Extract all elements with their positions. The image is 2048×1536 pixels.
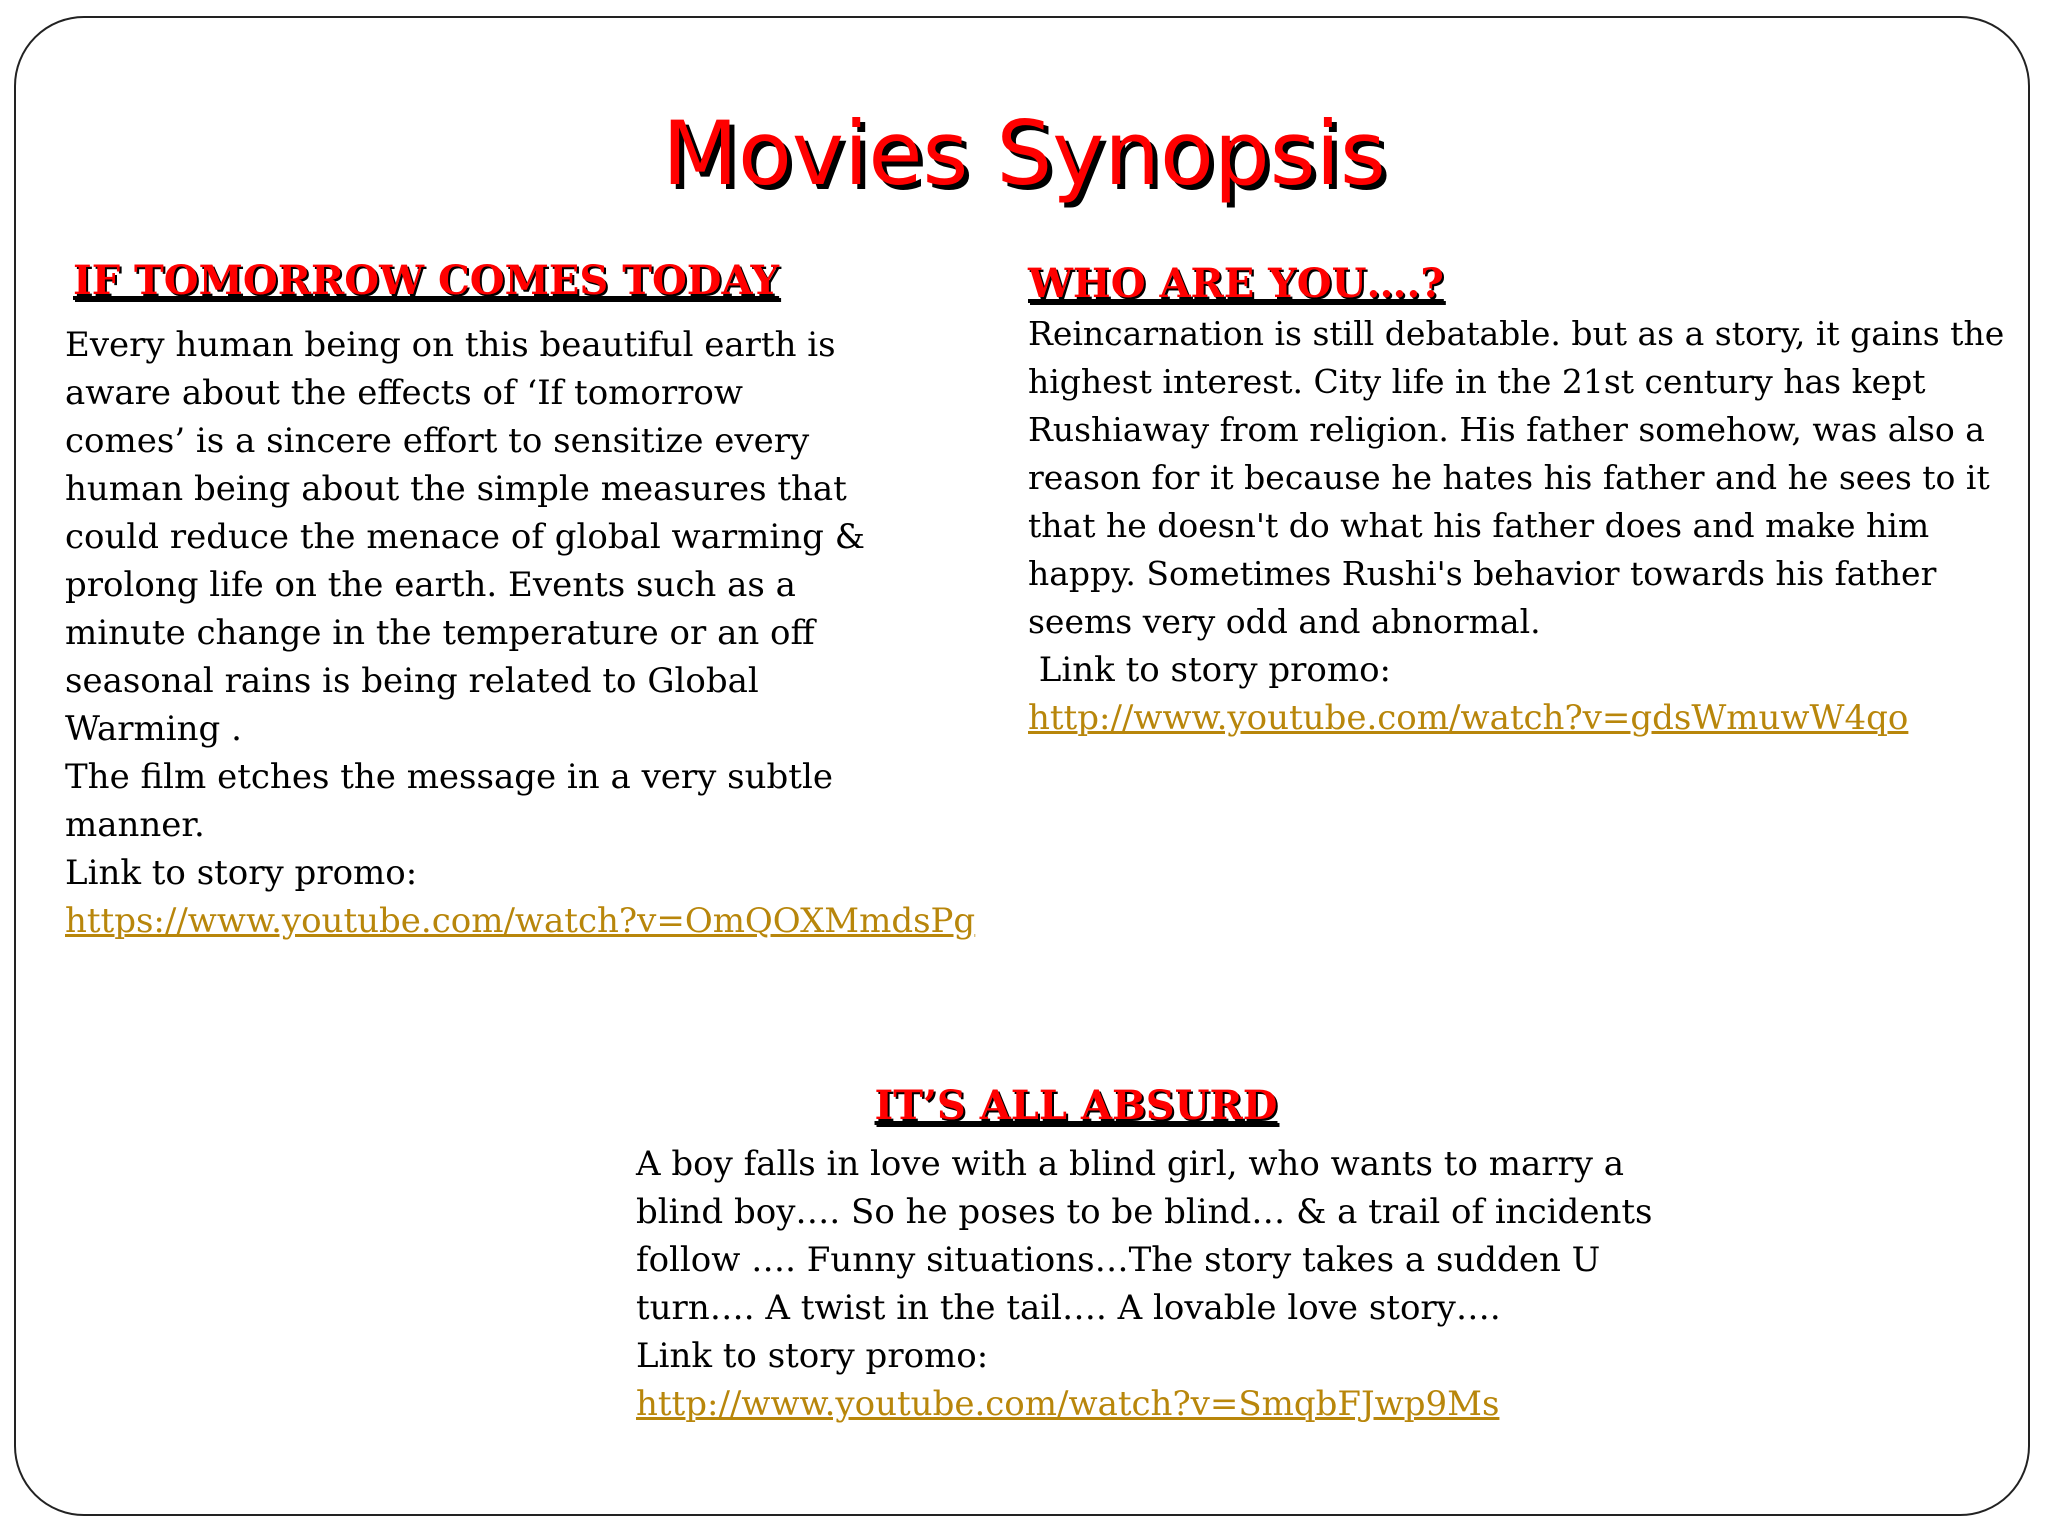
promo-link[interactable]: https://www.youtube.com/watch?v=OmQOXMmdsPg (65, 901, 976, 941)
movie-heading: IF TOMORROW COMES TODAY (73, 257, 780, 304)
promo-link-label: Link to story promo: (636, 1336, 989, 1376)
promo-link-label: Link to story promo: (65, 853, 418, 893)
promo-link[interactable]: http://www.youtube.com/watch?v=gdsWmuwW4qo (1028, 698, 1909, 738)
movie-section-if-tomorrow-comes-today (65, 255, 976, 945)
movie-heading: IT’S ALL ABSURD (874, 1082, 1278, 1129)
movie-synopsis: Reincarnation is still debatable. but as a story, it gains the highest interest. City life in the 21st century has kept Rushiaway from religion. His father somehow, was also a reason for it because he hates his father and he sees to it that he doesn't do what his father does and make him happy. Sometimes Rushi's behavior towards his father seems very odd and abnormal. (1028, 314, 2005, 641)
movie-synopsis: Every human being on this beautiful earth is aware about the effects of ‘If tomorrow comes’ is a sincere effort to sensitize every human being about the simple measures that could reduce the menace of global warming & prolong life on the earth. Events such as a minute change in the temperature or an off seasonal rains is being related to Global Warming . The film etches the message in a very subtle manner. (65, 325, 866, 845)
promo-link[interactable]: http://www.youtube.com/watch?v=SmqbFJwp9Ms (636, 1384, 1500, 1424)
page-title: Movies Synopsis (662, 101, 1386, 205)
movie-synopsis: A boy falls in love with a blind girl, who wants to marry a blind boy…. So he poses to be blind… & a trail of incidents follow …. Funny situations…The story takes a sudden U turn…. A twist in the tail…. A lovable love story…. (636, 1144, 1653, 1328)
movie-section-who-are-you (1028, 258, 2018, 742)
movie-heading: WHO ARE YOU….? (1028, 260, 1444, 307)
movie-section-its-all-absurd (636, 1080, 1656, 1428)
promo-link-label: Link to story promo: (1028, 650, 1392, 690)
